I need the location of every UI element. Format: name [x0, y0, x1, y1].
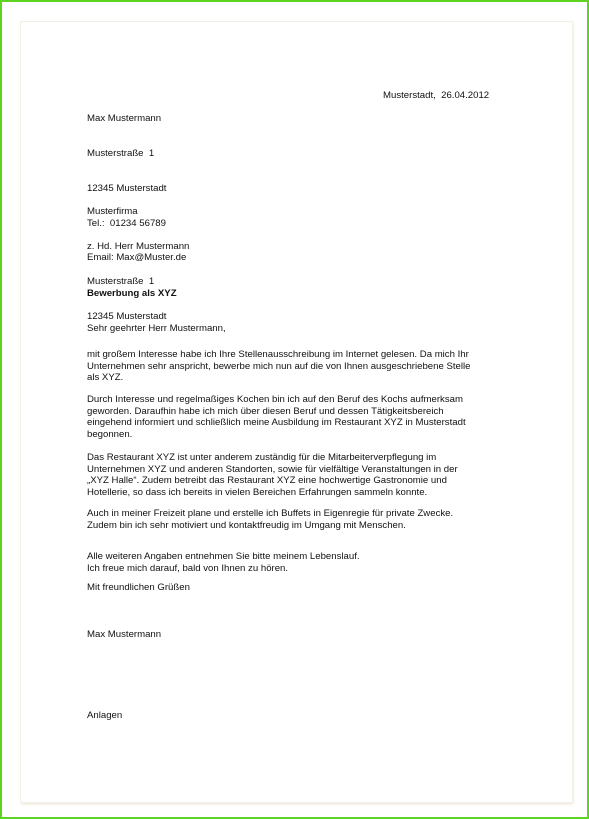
paragraph-line: begonnen.: [87, 428, 133, 440]
sender-name: Max Mustermann: [87, 113, 162, 125]
paragraph-line: Das Restaurant XYZ ist unter anderem zuständig für die Mitarbeiterverpflegung im: [87, 452, 437, 463]
paragraph-line: Zudem bin ich sehr motiviert und kontaktfreudig im Umgang mit Menschen.: [87, 519, 406, 531]
recipient-address: [87, 183, 189, 345]
paragraph-line: Ich freue mich darauf, bald von Ihnen zu hören.: [87, 562, 289, 574]
letter-page: [21, 22, 572, 802]
body-paragraph: [87, 452, 507, 498]
paragraph-line: Unternehmen XYZ und anderen Standorten, sowie für vielfältige Veranstaltungen in der: [87, 463, 458, 475]
paragraph-line: Hotellerie, so dass ich bereits in vielen Bereichen Erfahrungen sammeln konnte.: [87, 486, 428, 498]
paragraph-line: mit großem Interesse habe ich Ihre Stellenausschreibung im Internet gelesen. Da mich Ihr: [87, 349, 469, 360]
sender-street: Musterstraße 1: [87, 147, 155, 159]
paragraph-line: Durch Interesse und regelmaßiges Kochen bin ich auf den Beruf des Kochs aufmerksam: [87, 394, 463, 405]
paragraph-line: „XYZ Halle“. Zudem betreibt das Restaurant XYZ eine hochwertige Gastronomie und: [87, 475, 447, 487]
sender-phone: Tel.: 01234 56789: [87, 217, 166, 229]
paragraph-line: eingehend informiert und schließlich meine Ausbildung im Restaurant XYZ in Musterstadt: [87, 417, 466, 429]
letter-attachments: Anlagen: [87, 710, 123, 721]
letter-subject: Bewerbung als XYZ: [87, 288, 177, 299]
body-paragraph: [87, 394, 507, 440]
letter-salutation: Sehr geehrter Herr Mustermann,: [87, 323, 226, 334]
body-paragraph: [87, 508, 507, 531]
recipient-company: Musterfirma: [87, 206, 138, 218]
recipient-street: Musterstraße 1: [87, 275, 155, 287]
body-paragraph: [87, 551, 507, 574]
sender-city: 12345 Musterstadt: [87, 182, 167, 194]
body-paragraph: [87, 349, 507, 384]
recipient-city: 12345 Musterstadt: [87, 310, 167, 322]
letter-date: Musterstadt, 26.04.2012: [383, 90, 490, 101]
sender-email: Email: Max@Muster.de: [87, 252, 187, 264]
letter-signature: Max Mustermann: [87, 629, 162, 640]
recipient-attention: z. Hd. Herr Mustermann: [87, 240, 190, 252]
paragraph-line: Unternehmen sehr anspricht, bewerbe mich nun auf die von Ihnen ausgeschriebene Stelle: [87, 360, 471, 372]
paragraph-line: als XYZ.: [87, 372, 124, 384]
paragraph-line: Alle weiteren Angaben entnehmen Sie bitte meinem Lebenslauf.: [87, 551, 360, 562]
paragraph-line: geworden. Daraufhin habe ich mich über diesen Beruf und dessen Tätigkeitsbereich: [87, 405, 444, 417]
paragraph-line: Auch in meiner Freizeit plane und erstelle ich Buffets in Eigenregie für private Zwecke.: [87, 508, 454, 519]
letter-closing: Mit freundlichen Grüßen: [87, 582, 190, 593]
